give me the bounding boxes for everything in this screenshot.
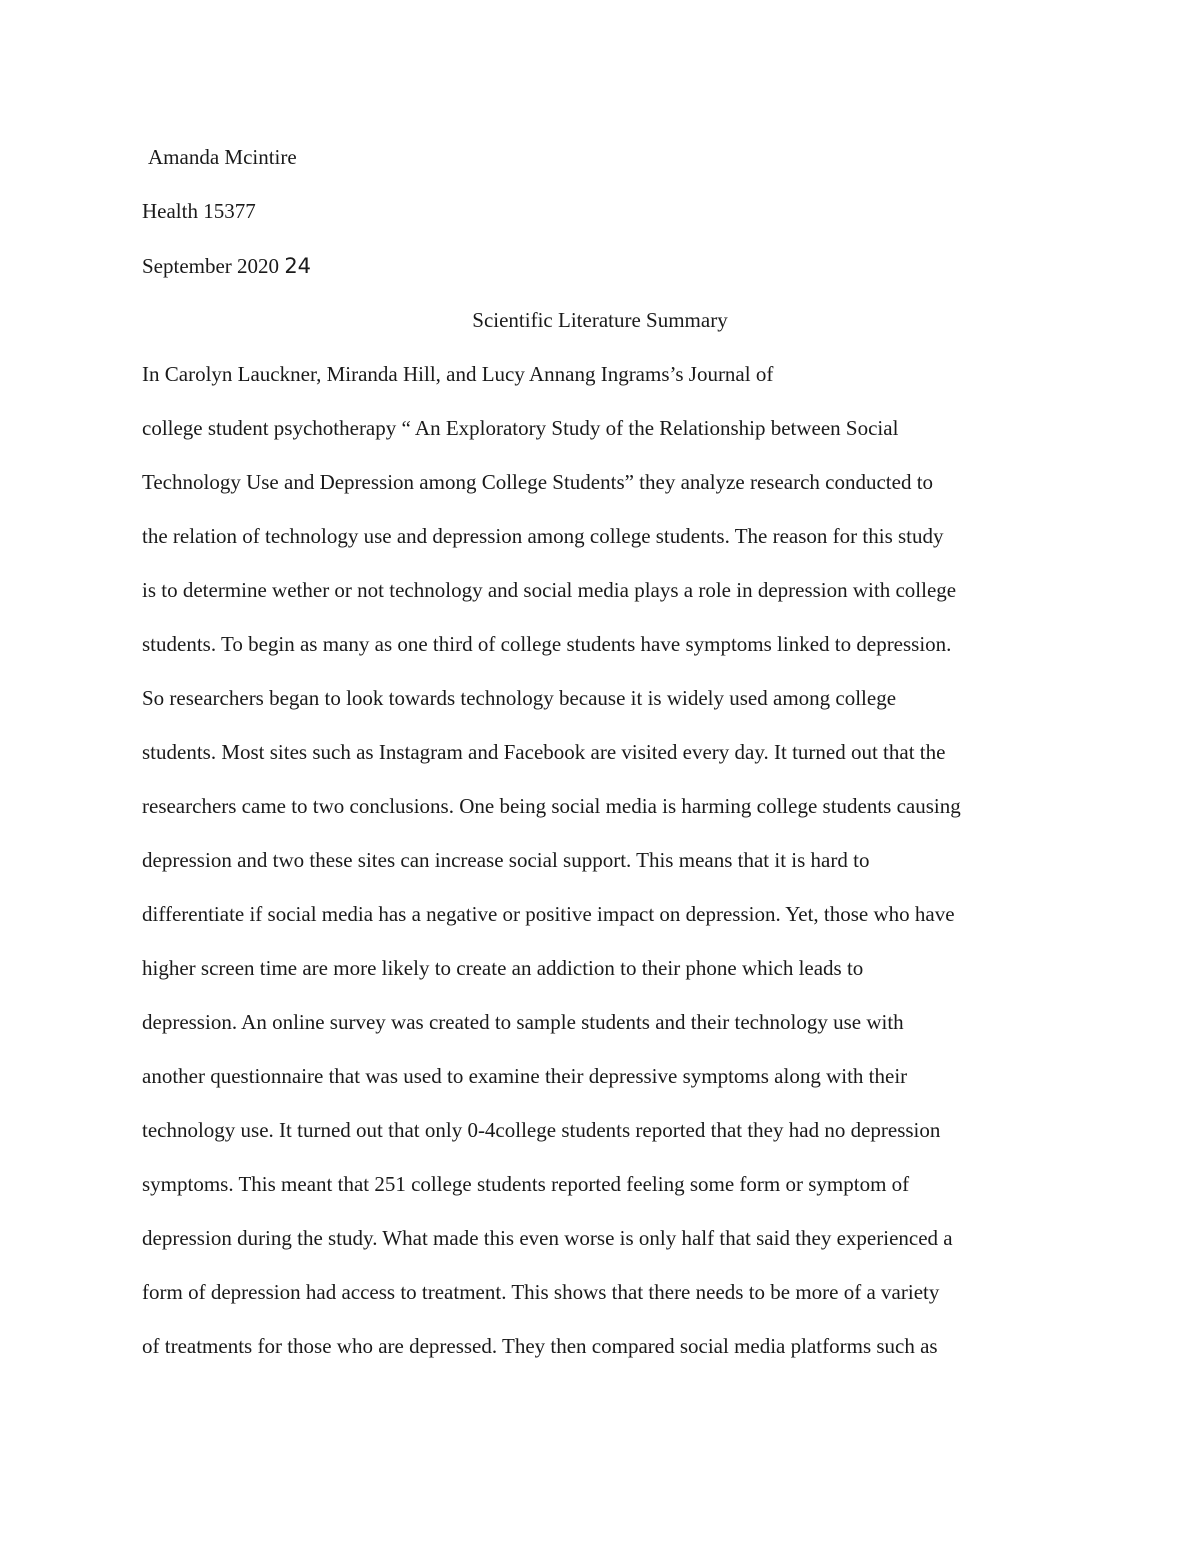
body-line: symptoms. This meant that 251 college students reported feeling some form or symptom of xyxy=(142,1172,910,1196)
document-title: Scientific Literature Summary xyxy=(472,308,728,332)
body-line: depression. An online survey was created to sample students and their technology use with xyxy=(142,1010,904,1034)
body-line: of treatments for those who are depressed. They then compared social media platforms such as xyxy=(142,1334,938,1358)
course-name: Health 15377 xyxy=(142,199,256,223)
body-line: the relation of technology use and depression among college students. The reason for this study xyxy=(142,524,944,548)
body-line: another questionnaire that was used to examine their depressive symptoms along with their xyxy=(142,1064,908,1088)
date-number: 24 xyxy=(284,254,312,278)
author-name: Amanda Mcintire xyxy=(148,145,297,169)
body-line: researchers came to two conclusions. One being social media is harming college students causing xyxy=(142,794,961,818)
body-line: Technology Use and Depression among College Students” they analyze research conducted to xyxy=(142,470,934,494)
date-line xyxy=(142,253,311,279)
body-line: students. Most sites such as Instagram and Facebook are visited every day. It turned out that the xyxy=(142,740,946,764)
body-line: college student psychotherapy “ An Exploratory Study of the Relationship between Social xyxy=(142,416,899,440)
body-line: In Carolyn Lauckner, Miranda Hill, and Lucy Annang Ingrams’s Journal of xyxy=(142,362,774,386)
date-text: September 2020 xyxy=(142,254,280,278)
body-line: form of depression had access to treatment. This shows that there needs to be more of a variety xyxy=(142,1280,940,1304)
body-line: depression during the study. What made this even worse is only half that said they experienced a xyxy=(142,1226,953,1250)
body-line: technology use. It turned out that only 0-4college students reported that they had no depression xyxy=(142,1118,941,1142)
body-line: is to determine wether or not technology and social media plays a role in depression with college xyxy=(142,578,957,602)
body-line: So researchers began to look towards technology because it is widely used among college xyxy=(142,686,897,710)
body-line: differentiate if social media has a negative or positive impact on depression. Yet, those who have xyxy=(142,902,955,926)
body-line: depression and two these sites can increase social support. This means that it is hard to xyxy=(142,848,870,872)
body-line: higher screen time are more likely to create an addiction to their phone which leads to xyxy=(142,956,864,980)
body-line: students. To begin as many as one third of college students have symptoms linked to depression. xyxy=(142,632,952,656)
